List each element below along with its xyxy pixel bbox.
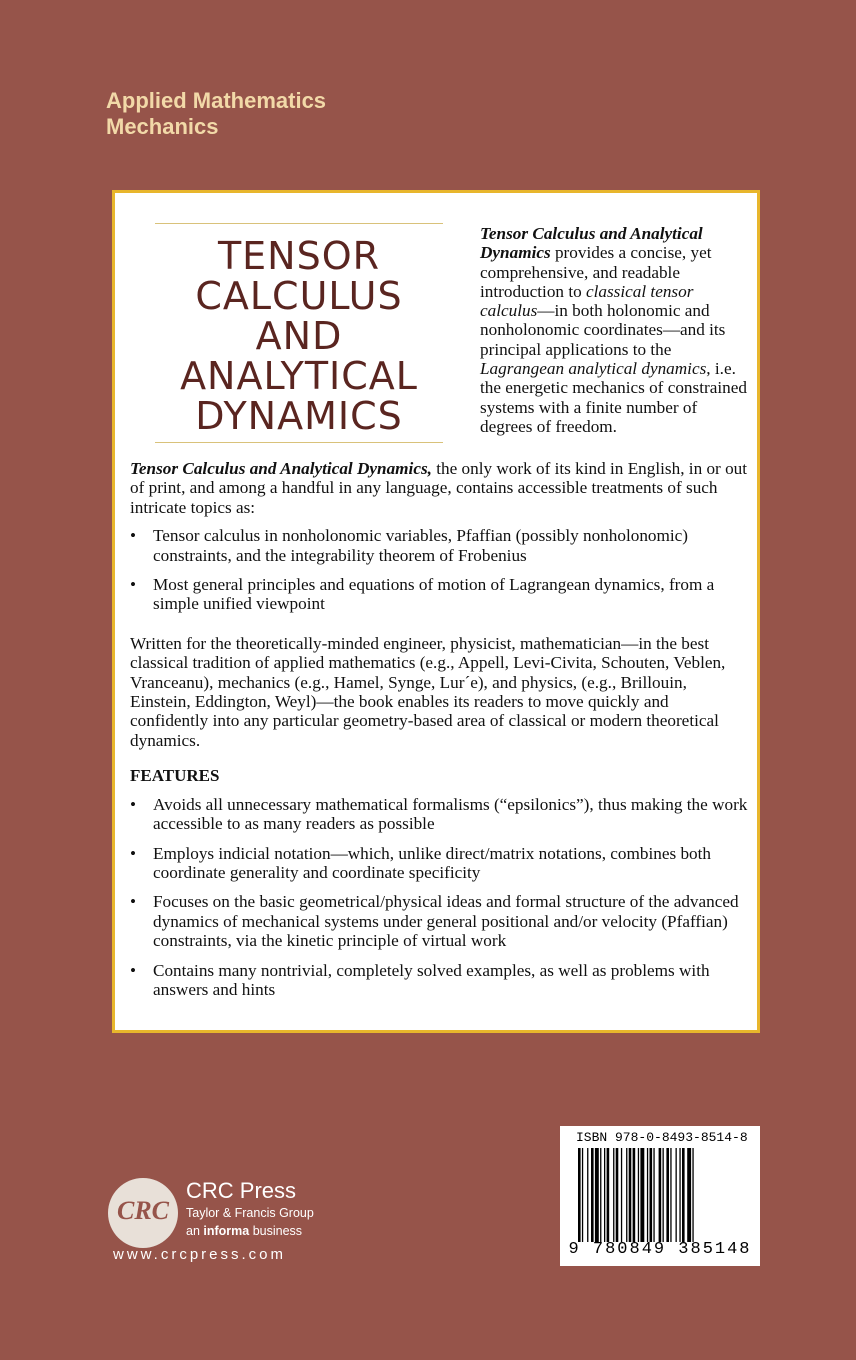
barcode-bar	[604, 1148, 605, 1242]
series-line-2: Mechanics	[106, 114, 219, 139]
barcode-bar	[666, 1148, 669, 1242]
book-title	[155, 224, 443, 442]
publisher-name: CRC Press	[186, 1178, 297, 1203]
isbn-barcode	[560, 1126, 760, 1266]
book-title-block	[155, 223, 443, 443]
features-list	[130, 795, 750, 1000]
blurb-italic-2: Lagrangean analytical dynamics	[480, 359, 707, 379]
blurb-italic-1: classical tensor calculus	[480, 281, 694, 321]
written-for-paragraph: Written for the theoretically-minded engineer, physicist, mathematician—in the best classical tradition of applied mathematics (e.g., Appell, Levi-Civita, Schouten, Veblen, Vranceanu), mechanics (e.g., Hamel, Synge, Lur´e), and physics, (e.g., Brillouin, Einstein, Eddington, Weyl)—the book enables its readers to move quickly and confidently into any particular geometry-based area of classical or modern theoretical dynamics.	[130, 633, 726, 750]
intro-book-title: Tensor Calculus and Analytical Dynamics,	[130, 459, 432, 478]
intro-paragraph	[130, 459, 750, 517]
barcode-bar	[629, 1148, 632, 1242]
title-line-1: TENSOR	[217, 234, 381, 278]
barcode-bar	[647, 1148, 648, 1242]
barcode-bars	[578, 1148, 742, 1242]
barcode-bar	[607, 1148, 610, 1242]
title-rule-bottom	[155, 442, 443, 443]
features-heading: FEATURES	[130, 766, 220, 786]
description-body	[130, 459, 750, 1009]
barcode-bar	[676, 1148, 677, 1242]
blurb-text-1: provides a concise, yet comprehensive, and readable introduction to	[480, 243, 712, 301]
barcode-bar	[650, 1148, 653, 1242]
barcode-bar	[653, 1148, 654, 1242]
list-item: • Tensor calculus in nonholonomic variables, Pfaffian (possibly nonholonomic) constraints, and the integrability theorem of Frobenius	[130, 526, 750, 565]
barcode-bar	[626, 1148, 627, 1242]
barcode-bar	[638, 1148, 639, 1242]
series-label	[106, 88, 326, 140]
barcode-bar	[616, 1148, 619, 1242]
blurb-book-title: Tensor Calculus and Analytical Dynamics	[480, 224, 703, 263]
publisher-info	[186, 1178, 314, 1240]
barcode-bar	[591, 1148, 594, 1242]
barcode-bar	[663, 1148, 664, 1242]
blurb-paragraph	[480, 224, 750, 436]
publisher-url: www.crcpress.com	[113, 1246, 287, 1263]
barcode-bar	[578, 1148, 581, 1242]
series-line-1: Applied Mathematics	[106, 88, 327, 113]
barcode-bar	[621, 1148, 622, 1242]
barcode-number: 9 780849 385148	[568, 1240, 752, 1259]
barcode-bar	[600, 1148, 601, 1242]
barcode-bar	[659, 1148, 662, 1242]
content-panel	[112, 190, 760, 1033]
title-line-2: CALCULUS	[195, 274, 403, 318]
barcode-bar	[692, 1148, 693, 1242]
barcode-bar	[633, 1148, 636, 1242]
barcode-bar	[670, 1148, 671, 1242]
barcode-bar	[582, 1148, 583, 1242]
blurb-text-2: —in both holonomic and nonholonomic coordinates—and its principal applications to the	[480, 301, 726, 359]
list-item: • Most general principles and equations of motion of Lagrangean dynamics, from a simple unified viewpoint	[130, 575, 750, 614]
crc-logo	[108, 1178, 178, 1248]
publisher-informa: an informa business	[186, 1224, 303, 1238]
list-item: • Employs indicial notation—which, unlike direct/matrix notations, combines both coordinate generality and coordinate specificity	[130, 844, 750, 883]
barcode-bar	[640, 1148, 644, 1242]
title-line-5: DYNAMICS	[195, 394, 403, 438]
barcode-bar	[613, 1148, 614, 1242]
topics-list	[130, 526, 750, 614]
barcode-bar	[687, 1148, 691, 1242]
crc-logo-text: CRC	[116, 1196, 170, 1225]
barcode-bar	[682, 1148, 685, 1242]
barcode-bar	[679, 1148, 680, 1242]
title-line-3: AND	[255, 314, 343, 358]
blurb-text-3: , i.e. the energetic mechanics of constrained systems with a finite number of degrees of freedom.	[480, 359, 747, 436]
barcode-bar	[587, 1148, 588, 1242]
title-line-4: ANALYTICAL	[180, 354, 418, 398]
publisher-group: Taylor & Francis Group	[186, 1206, 314, 1220]
barcode-bar	[595, 1148, 599, 1242]
list-item: • Contains many nontrivial, completely solved examples, as well as problems with answers and hints	[130, 961, 750, 1000]
intro-text: the only work of its kind in English, in or out of print, and among a handful in any language, contains accessible treatments of such intricate topics as:	[130, 459, 748, 517]
list-item: • Avoids all unnecessary mathematical formalisms (“epsilonics”), thus making the work accessible to as many readers as possible	[130, 795, 750, 834]
list-item: • Focuses on the basic geometrical/physical ideas and formal structure of the advanced dynamics of mechanical systems under general positional and/or velocity (Pfaffian) constraints, via the kinetic principle of virtual work	[130, 892, 750, 950]
isbn-label: ISBN 978-0-8493-8514-8	[576, 1130, 748, 1145]
